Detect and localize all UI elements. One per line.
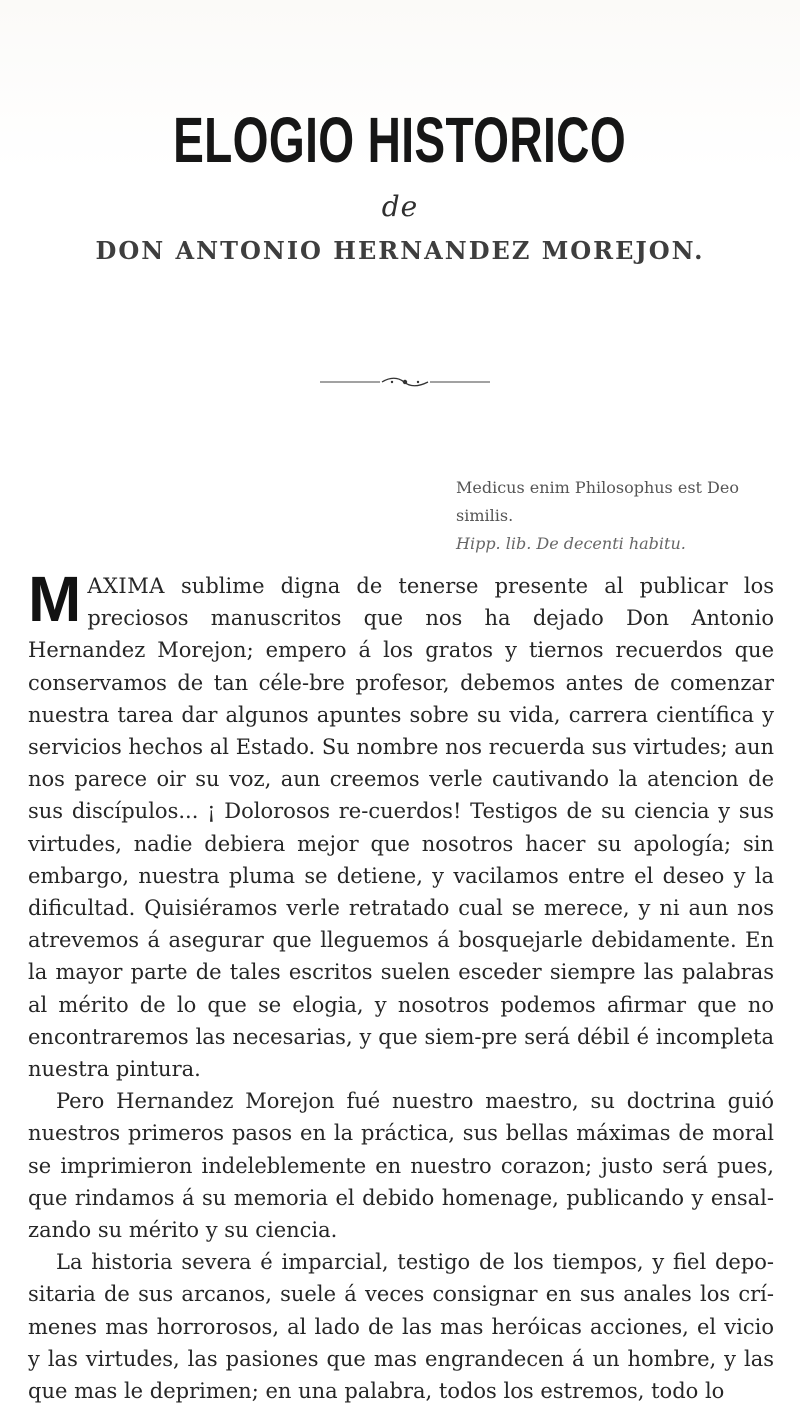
document-header bbox=[0, 104, 800, 176]
document-body bbox=[28, 563, 774, 1407]
drop-cap: M bbox=[28, 563, 82, 635]
document-title: ELOGIO HISTORICO bbox=[173, 104, 627, 176]
epigraph-source: Hipp. lib. De decenti habitu. bbox=[456, 534, 686, 553]
paragraph-1-text: sublime digna de tenerse presente al publicar los preciosos manuscritos que nos ha dejado Don Antonio Hernandez Morejon; empero á los gratos y tiernos recuerdos que conservamos de tan céle-bre profesor, debemos antes de comenzar nuestra tarea dar algunos apuntes sobre su vida, carrera científica y servicios hechos al Estado. Su nombre nos recuerda sus virtudes; aun nos parece oir su voz, aun creemos verle cautivando la atencion de sus discípulos... ¡ Dolorosos re-cuerdos! Testigos de su ciencia y sus virtudes, nadie debiera mejor que nosotros hacer su apología; sin embargo, nuestra pluma se detiene, y vacilamos entre el deseo y la dificultad. Quisiéramos verle retratado cual se merece, y ni aun nos atrevemos á asegurar que lleguemos á bosquejarle debidamente. En la mayor parte de tales escritos suelen esceder siempre las palabras al mérito de lo que se elogia, y nosotros podemos afirmar que no encontraremos las necesarias, y que siem-pre será débil é incompleta nuestra pintura. bbox=[28, 574, 774, 1082]
paragraph-2: Pero Hernandez Morejon fué nuestro maestro, su doctrina guió nuestros primeros pasos en la práctica, sus bellas máximas de moral se imprimieron indeleblemente en nuestro corazon; justo será pues, que rindamos á su memoria el debido homenage, publicando y ensal-zando su mérito y su ciencia. bbox=[28, 1089, 774, 1243]
paragraph-1 bbox=[28, 563, 774, 1085]
first-word: AXIMA bbox=[87, 574, 165, 598]
title-de: de bbox=[381, 190, 419, 223]
paragraph-3: La historia severa é imparcial, testigo de los tiempos, y fiel depo-sitaria de sus arcanos, suele á veces consignar en sus anales los crí-menes mas horrorosos, al lado de las mas heróicas acciones, el vicio y las virtudes, las pasiones que mas engrandecen á un hombre, y las que mas le deprimen; en una palabra, todos los estremos, todo lo bbox=[28, 1250, 774, 1404]
document-subtitle: DON ANTONIO HERNANDEZ MOREJON. bbox=[95, 236, 705, 265]
epigraph bbox=[456, 474, 776, 558]
ornament-divider bbox=[320, 376, 490, 388]
epigraph-quote: Medicus enim Philosophus est Deo similis. bbox=[456, 478, 739, 525]
